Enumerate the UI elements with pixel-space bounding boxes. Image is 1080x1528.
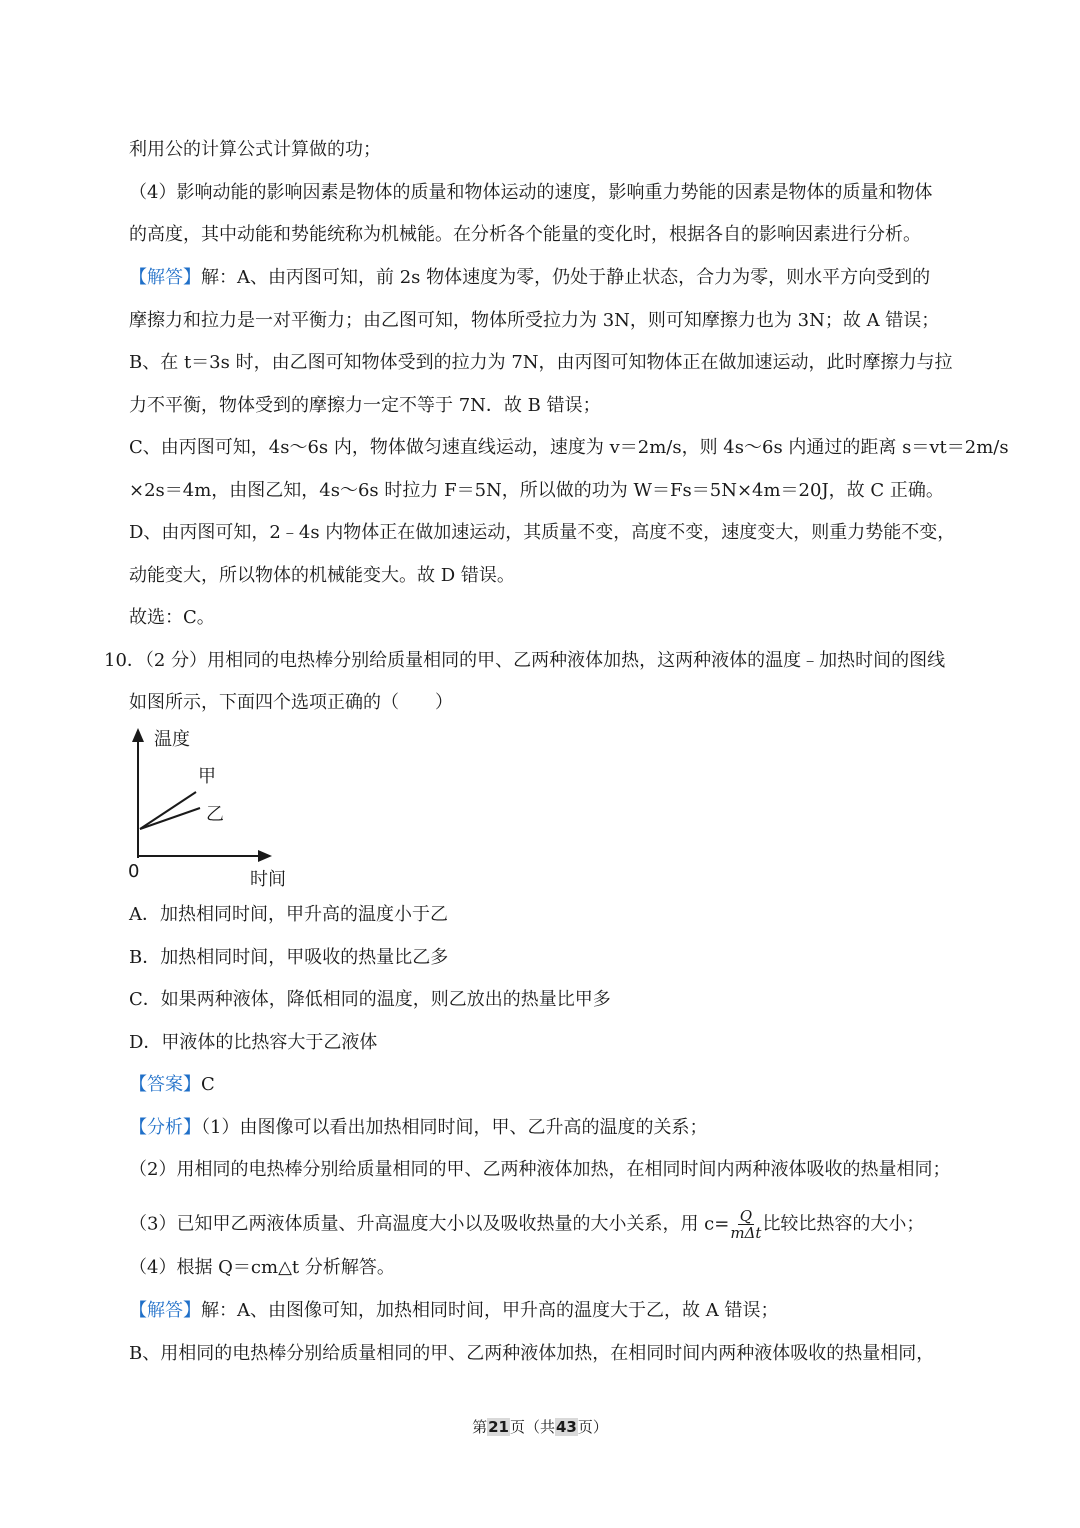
text-line: 的高度，其中动能和势能统称为机械能。在分析各个能量的变化时，根据各自的影响因素进行分析。 (129, 224, 921, 245)
solution-tag: 【解答】 (129, 1300, 201, 1321)
text-line: 力不平衡，物体受到的摩擦力一定不等于 7N．故 B 错误； (129, 395, 601, 416)
text-line: D、由丙图可知，2﹣4s 内物体正在做加速运动，其质量不变，高度不变，速度变大，则重力势能不变， (129, 522, 956, 543)
text-line: 动能变大，所以物体的机械能变大。故 D 错误。 (129, 565, 515, 586)
text-line: B、在 t＝3s 时，由乙图可知物体受到的拉力为 7N，由丙图可知物体正在做加速运动，此时摩擦力与拉 (129, 352, 953, 373)
x-axis-arrow (258, 850, 272, 862)
text-line: 利用公的计算公式计算做的功； (129, 139, 381, 160)
line-yi (140, 808, 200, 829)
text-line (129, 266, 930, 290)
question-10-stem: 10．（2 分）用相同的电热棒分别给质量相同的甲、乙两种液体加热，这两种液体的温度﹣加热时间的图线 (104, 650, 946, 671)
origin-label: 0 (128, 861, 140, 882)
solution-text: 解：A、由图像可知，加热相同时间，甲升高的温度大于乙，故 A 错误； (201, 1300, 779, 1321)
fraction-numerator: Q (739, 1207, 753, 1225)
footer-suffix: 页） (577, 1418, 608, 1436)
analysis-line: （4）根据 Q＝cm△t 分析解答。 (129, 1257, 395, 1278)
text-line: （4）影响动能的影响因素是物体的质量和物体运动的速度，影响重力势能的因素是物体的质量和物体 (129, 182, 933, 203)
option-d: D．甲液体的比热容大于乙液体 (129, 1032, 378, 1053)
analysis-text: （1）由图像可以看出加热相同时间，甲、乙升高的温度的关系； (201, 1117, 708, 1138)
text-line: 摩擦力和拉力是一对平衡力；由乙图可知，物体所受拉力为 3N，则可知摩擦力也为 3N；故 A 错误； (129, 310, 940, 331)
text-line: ×2s＝4m，由图乙知，4s～6s 时拉力 F＝5N，所以做的功为 W＝Fs＝5N×4m＝20J，故 C 正确。 (129, 480, 944, 501)
solution-line (129, 1299, 778, 1323)
x-axis-label: 时间 (250, 869, 286, 890)
option-c: C．如果两种液体，降低相同的温度，则乙放出的热量比甲多 (129, 989, 611, 1010)
analysis-line (129, 1116, 707, 1140)
temperature-time-graph (120, 722, 290, 892)
answer-value: C (201, 1074, 215, 1095)
formula-fraction (730, 1208, 761, 1241)
current-page-number: 21 (488, 1418, 509, 1436)
line-jia-label: 甲 (198, 766, 216, 787)
question-10-stem: 如图所示，下面四个选项正确的（ ） (129, 692, 453, 713)
text-line: C、由丙图可知，4s～6s 内，物体做匀速直线运动，速度为 v＝2m/s，则 4s～6s 内通过的距离 s＝vt＝2m/s (129, 437, 1009, 458)
option-b: B．加热相同时间，甲吸收的热量比乙多 (129, 947, 449, 968)
y-axis-label: 温度 (154, 729, 190, 750)
solution-text: 解：A、由丙图可知，前 2s 物体速度为零，仍处于静止状态，合力为零，则水平方向受到的 (201, 267, 931, 288)
solution-tag: 【解答】 (129, 267, 201, 288)
text-line: 故选：C。 (129, 607, 215, 628)
answer-tag: 【答案】 (129, 1074, 201, 1095)
analysis-line: （2）用相同的电热棒分别给质量相同的甲、乙两种液体加热，在相同时间内两种液体吸收的热量相同； (129, 1159, 951, 1180)
analysis-line (129, 1208, 924, 1241)
fraction-denominator: mΔt (730, 1224, 762, 1242)
solution-line: B、用相同的电热棒分别给质量相同的甲、乙两种液体加热，在相同时间内两种液体吸收的热量相同， (129, 1343, 935, 1364)
line-yi-label: 乙 (206, 804, 224, 825)
y-axis-arrow (132, 728, 144, 742)
page-footer (0, 1416, 1080, 1437)
footer-middle: 页（共 (509, 1418, 555, 1436)
option-a: A．加热相同时间，甲升高的温度小于乙 (129, 904, 448, 925)
total-pages: 43 (556, 1418, 577, 1436)
analysis-text: （3）已知甲乙两液体质量、升高温度大小以及吸收热量的大小关系，用 c= (129, 1213, 730, 1235)
footer-prefix: 第 (472, 1418, 488, 1436)
answer-line (129, 1073, 215, 1097)
line-jia (140, 792, 196, 829)
analysis-text: 比较比热容的大小； (762, 1213, 925, 1235)
analysis-tag: 【分析】 (129, 1117, 201, 1138)
